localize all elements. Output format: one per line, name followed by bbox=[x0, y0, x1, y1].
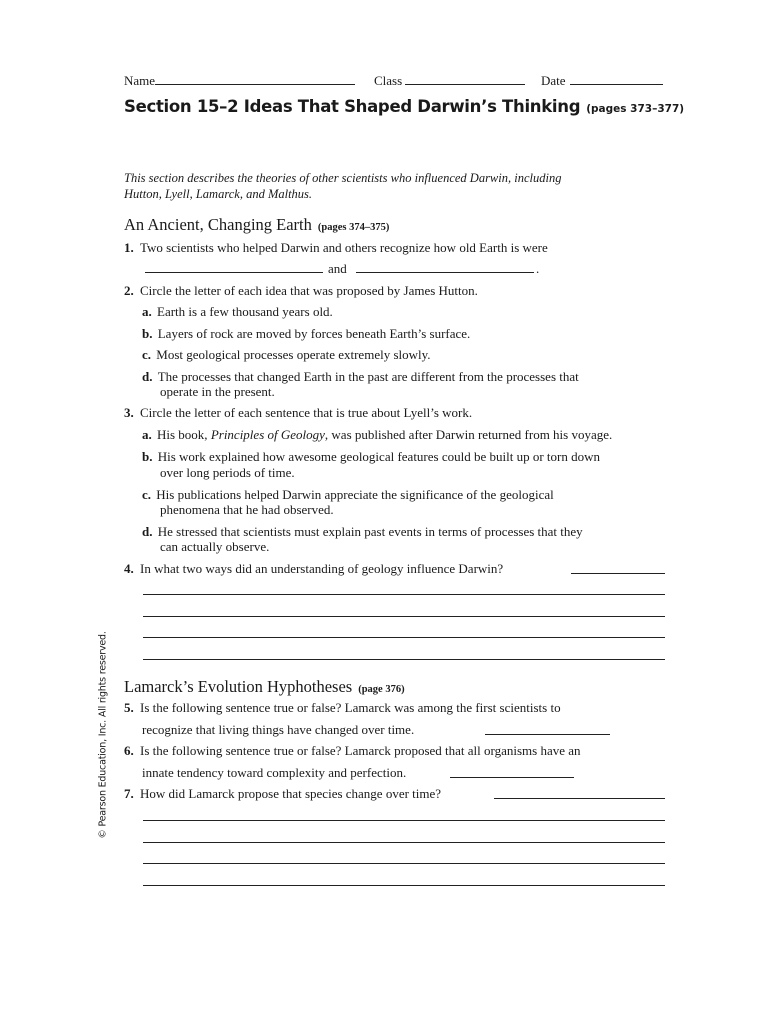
option-text: His work explained how awesome geological features could be built up or torn down bbox=[157, 449, 600, 464]
option-text: He stressed that scientists must explain past events in terms of processes that they bbox=[157, 524, 583, 539]
question-number: 7. bbox=[124, 786, 134, 801]
answer-line-7-4[interactable] bbox=[143, 885, 665, 886]
option-3c-continued: phenomena that he had observed. bbox=[160, 502, 334, 517]
book-title: Principles of Geology bbox=[210, 427, 325, 442]
answer-line-4-4[interactable] bbox=[143, 659, 665, 660]
option-text: Most geological processes operate extremely slowly. bbox=[156, 347, 431, 362]
option-3c[interactable] bbox=[142, 487, 554, 502]
question-1 bbox=[124, 240, 548, 255]
question-2 bbox=[124, 283, 478, 298]
answer-blank-6[interactable] bbox=[450, 777, 574, 778]
option-3a[interactable] bbox=[142, 427, 612, 442]
answer-line-4-3[interactable] bbox=[143, 637, 665, 638]
answer-line-4-2[interactable] bbox=[143, 616, 665, 617]
answer-blank-1a[interactable] bbox=[145, 272, 323, 273]
option-letter: c. bbox=[142, 347, 152, 362]
question-text: Is the following sentence true or false? Lamarck was among the first scientists to bbox=[140, 700, 561, 715]
question-5 bbox=[124, 700, 561, 715]
section-heading-pages: (page 376) bbox=[358, 684, 405, 695]
question-3 bbox=[124, 405, 472, 420]
option-2c[interactable] bbox=[142, 347, 431, 362]
question-6-continued: innate tendency toward complexity and perfection. bbox=[142, 765, 407, 780]
period-text: . bbox=[536, 261, 540, 276]
option-letter: d. bbox=[142, 524, 153, 539]
question-number: 1. bbox=[124, 240, 134, 255]
section-title-text: Section 15–2 Ideas That Shaped Darwin’s Thinking bbox=[124, 97, 581, 116]
section-title bbox=[124, 97, 684, 116]
answer-line-7-3[interactable] bbox=[143, 863, 665, 864]
option-2b[interactable] bbox=[142, 326, 470, 341]
question-text: In what two ways did an understanding of geology influence Darwin? bbox=[140, 561, 504, 576]
option-3d[interactable] bbox=[142, 524, 583, 539]
question-4 bbox=[124, 561, 503, 576]
name-blank[interactable] bbox=[155, 72, 355, 85]
option-2d[interactable] bbox=[142, 369, 579, 384]
question-number: 5. bbox=[124, 700, 134, 715]
section-heading-pages: (pages 374–375) bbox=[317, 222, 390, 233]
option-letter: d. bbox=[142, 369, 153, 384]
answer-line-7-0[interactable] bbox=[494, 798, 665, 799]
class-blank[interactable] bbox=[405, 72, 525, 85]
option-letter: a. bbox=[142, 304, 152, 319]
option-3b[interactable] bbox=[142, 449, 600, 464]
section-heading-text: An Ancient, Changing Earth bbox=[124, 215, 312, 234]
option-letter: c. bbox=[142, 487, 152, 502]
question-7 bbox=[124, 786, 441, 801]
section-heading-text: Lamarck’s Evolution Hyphotheses bbox=[124, 677, 353, 696]
question-text: Circle the letter of each idea that was proposed by James Hutton. bbox=[140, 283, 478, 298]
answer-line-4-1[interactable] bbox=[143, 594, 665, 595]
question-number: 6. bbox=[124, 743, 134, 758]
answer-blank-5[interactable] bbox=[485, 734, 610, 735]
option-text: The processes that changed Earth in the past are different from the processes that bbox=[157, 369, 579, 384]
option-letter: a. bbox=[142, 427, 152, 442]
question-text: Two scientists who helped Darwin and others recognize how old Earth is were bbox=[140, 240, 548, 255]
option-2d-continued: operate in the present. bbox=[160, 384, 275, 399]
answer-line-7-1[interactable] bbox=[143, 820, 665, 821]
and-text: and bbox=[328, 261, 347, 276]
option-3d-continued: can actually observe. bbox=[160, 539, 270, 554]
section-heading-ancient-earth bbox=[124, 215, 389, 235]
option-text-before: His book, bbox=[157, 427, 211, 442]
option-text-after: , was published after Darwin returned from his voyage. bbox=[324, 427, 613, 442]
name-field[interactable] bbox=[124, 72, 355, 89]
question-5-continued: recognize that living things have changed over time. bbox=[142, 722, 415, 737]
option-3b-continued: over long periods of time. bbox=[160, 465, 295, 480]
section-title-pages: (pages 373–377) bbox=[586, 103, 685, 115]
section-heading-lamarck bbox=[124, 677, 405, 697]
option-text: His publications helped Darwin appreciate the significance of the geological bbox=[156, 487, 554, 502]
question-number: 4. bbox=[124, 561, 134, 576]
question-6 bbox=[124, 743, 581, 758]
date-blank[interactable] bbox=[570, 72, 663, 85]
class-field[interactable] bbox=[374, 72, 525, 89]
section-intro: This section describes the theories of other scientists who influenced Darwin, including Hutton, Lyell, Lamarck, and Malthus. bbox=[124, 171, 562, 201]
name-label: Name bbox=[124, 73, 156, 88]
option-text: Layers of rock are moved by forces beneath Earth’s surface. bbox=[157, 326, 471, 341]
copyright-notice: © Pearson Education, Inc. All rights reserved. bbox=[97, 631, 109, 839]
question-text: Is the following sentence true or false? Lamarck proposed that all organisms have an bbox=[140, 743, 581, 758]
question-text: Circle the letter of each sentence that is true about Lyell’s work. bbox=[140, 405, 473, 420]
question-number: 2. bbox=[124, 283, 134, 298]
question-text: How did Lamarck propose that species change over time? bbox=[140, 786, 442, 801]
option-text: Earth is a few thousand years old. bbox=[157, 304, 333, 319]
answer-blank-1b[interactable] bbox=[356, 272, 534, 273]
answer-line-7-2[interactable] bbox=[143, 842, 665, 843]
option-letter: b. bbox=[142, 326, 153, 341]
option-letter: b. bbox=[142, 449, 153, 464]
date-field[interactable] bbox=[541, 72, 663, 89]
header-fields bbox=[124, 72, 669, 90]
answer-line-4-0[interactable] bbox=[571, 573, 665, 574]
option-2a[interactable] bbox=[142, 304, 333, 319]
question-number: 3. bbox=[124, 405, 134, 420]
date-label: Date bbox=[541, 73, 566, 88]
class-label: Class bbox=[374, 73, 403, 88]
